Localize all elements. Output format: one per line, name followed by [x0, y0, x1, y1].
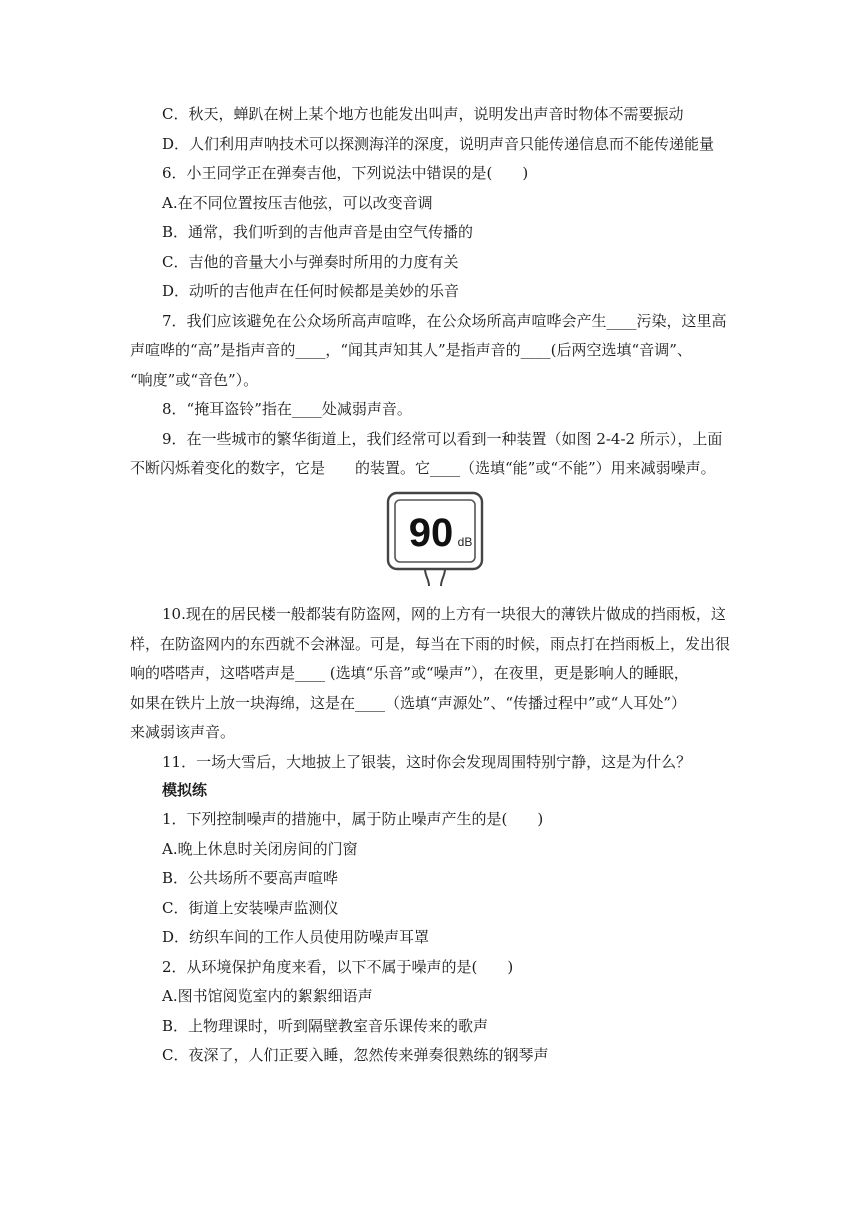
- q10-line-2: 样，在防盗网内的东西就不会淋湿。可是，每当在下雨的时候，雨点打在挡雨板上，发出很: [130, 635, 731, 653]
- q7-line-3: “响度”或“音色”）。: [130, 371, 259, 389]
- q10-line-1: 10.现在的居民楼一般都装有防盗网，网的上方有一块很大的薄铁片做成的挡雨板，这: [162, 605, 726, 623]
- p2-stem: 2．从环境保护角度来看，以下不属于噪声的是( ): [162, 958, 514, 976]
- p2-option-b: B．上物理课时，听到隔壁教室音乐课传来的歌声: [162, 1017, 489, 1035]
- section-heading-practice: 模拟练: [162, 781, 208, 799]
- q10-line-4: 如果在铁片上放一块海绵，这是在____（选填“声源处”、“传播过程中”或“人耳处”）: [130, 694, 687, 712]
- q6-option-b: B．通常，我们听到的吉他声音是由空气传播的: [162, 223, 474, 241]
- p2-option-a: A.图书馆阅览室内的絮絮细语声: [162, 987, 373, 1005]
- q7-line-1: 7．我们应该避免在公众场所高声喧哗，在公众场所高声喧哗会产生____污染，这里高: [162, 312, 727, 330]
- monitor-stand: [425, 569, 445, 586]
- p1-stem: 1．下列控制噪声的措施中，属于防止噪声产生的是( ): [162, 810, 544, 828]
- q11-stem: 11．一场大雪后，大地披上了银装，这时你会发现周围特别宁静，这是为什么？: [162, 753, 692, 771]
- p1-option-b: B．公共场所不要高声喧哗: [162, 869, 339, 887]
- noise-monitor-figure: [385, 490, 485, 586]
- q10-line-5: 来减弱该声音。: [130, 723, 236, 741]
- p1-option-a: A.晚上休息时关闭房间的门窗: [162, 840, 358, 858]
- q6-option-a: A.在不同位置按压吉他弦，可以改变音调: [162, 194, 433, 212]
- q10-line-3: 响的嗒嗒声，这嗒嗒声是____ (选填“乐音”或“噪声”），在夜里，更是影响人的睡眠，: [130, 664, 689, 682]
- monitor-reading-number: 90: [408, 511, 454, 555]
- p2-option-c: C．夜深了，人们正要入睡，忽然传来弹奏很熟练的钢琴声: [162, 1046, 549, 1064]
- q6-stem: 6．小王同学正在弹奏吉他，下列说法中错误的是( ): [162, 164, 529, 182]
- q6-option-c: C．吉他的音量大小与弹奏时所用的力度有关: [162, 253, 459, 271]
- p1-option-c: C．街道上安装噪声监测仪: [162, 899, 339, 917]
- monitor-reading-unit: dB: [457, 535, 473, 549]
- q9-line-1: 9．在一些城市的繁华街道上，我们经常可以看到一种装置（如图 2-4-2 所示），上面: [162, 430, 723, 448]
- q5-option-d: D．人们利用声呐技术可以探测海洋的深度，说明声音只能传递信息而不能传递能量: [162, 135, 715, 153]
- q6-option-d: D．动听的吉他声在任何时候都是美妙的乐音: [162, 282, 460, 300]
- q9-line-2: 不断闪烁着变化的数字，它是 的装置。它____（选填“能”或“不能”）用来减弱噪声。: [130, 459, 716, 477]
- q7-line-2: 声喧哗的“高”是指声音的____，“闻其声知其人”是指声音的____(后两空选填“音调”、: [130, 341, 692, 359]
- q8-stem: 8．“掩耳盗铃”指在____处减弱声音。: [162, 400, 412, 418]
- p1-option-d: D．纺织车间的工作人员使用防噪声耳罩: [162, 928, 430, 946]
- q5-option-c: C．秋天，蝉趴在树上某个地方也能发出叫声，说明发出声音时物体不需要振动: [162, 105, 684, 123]
